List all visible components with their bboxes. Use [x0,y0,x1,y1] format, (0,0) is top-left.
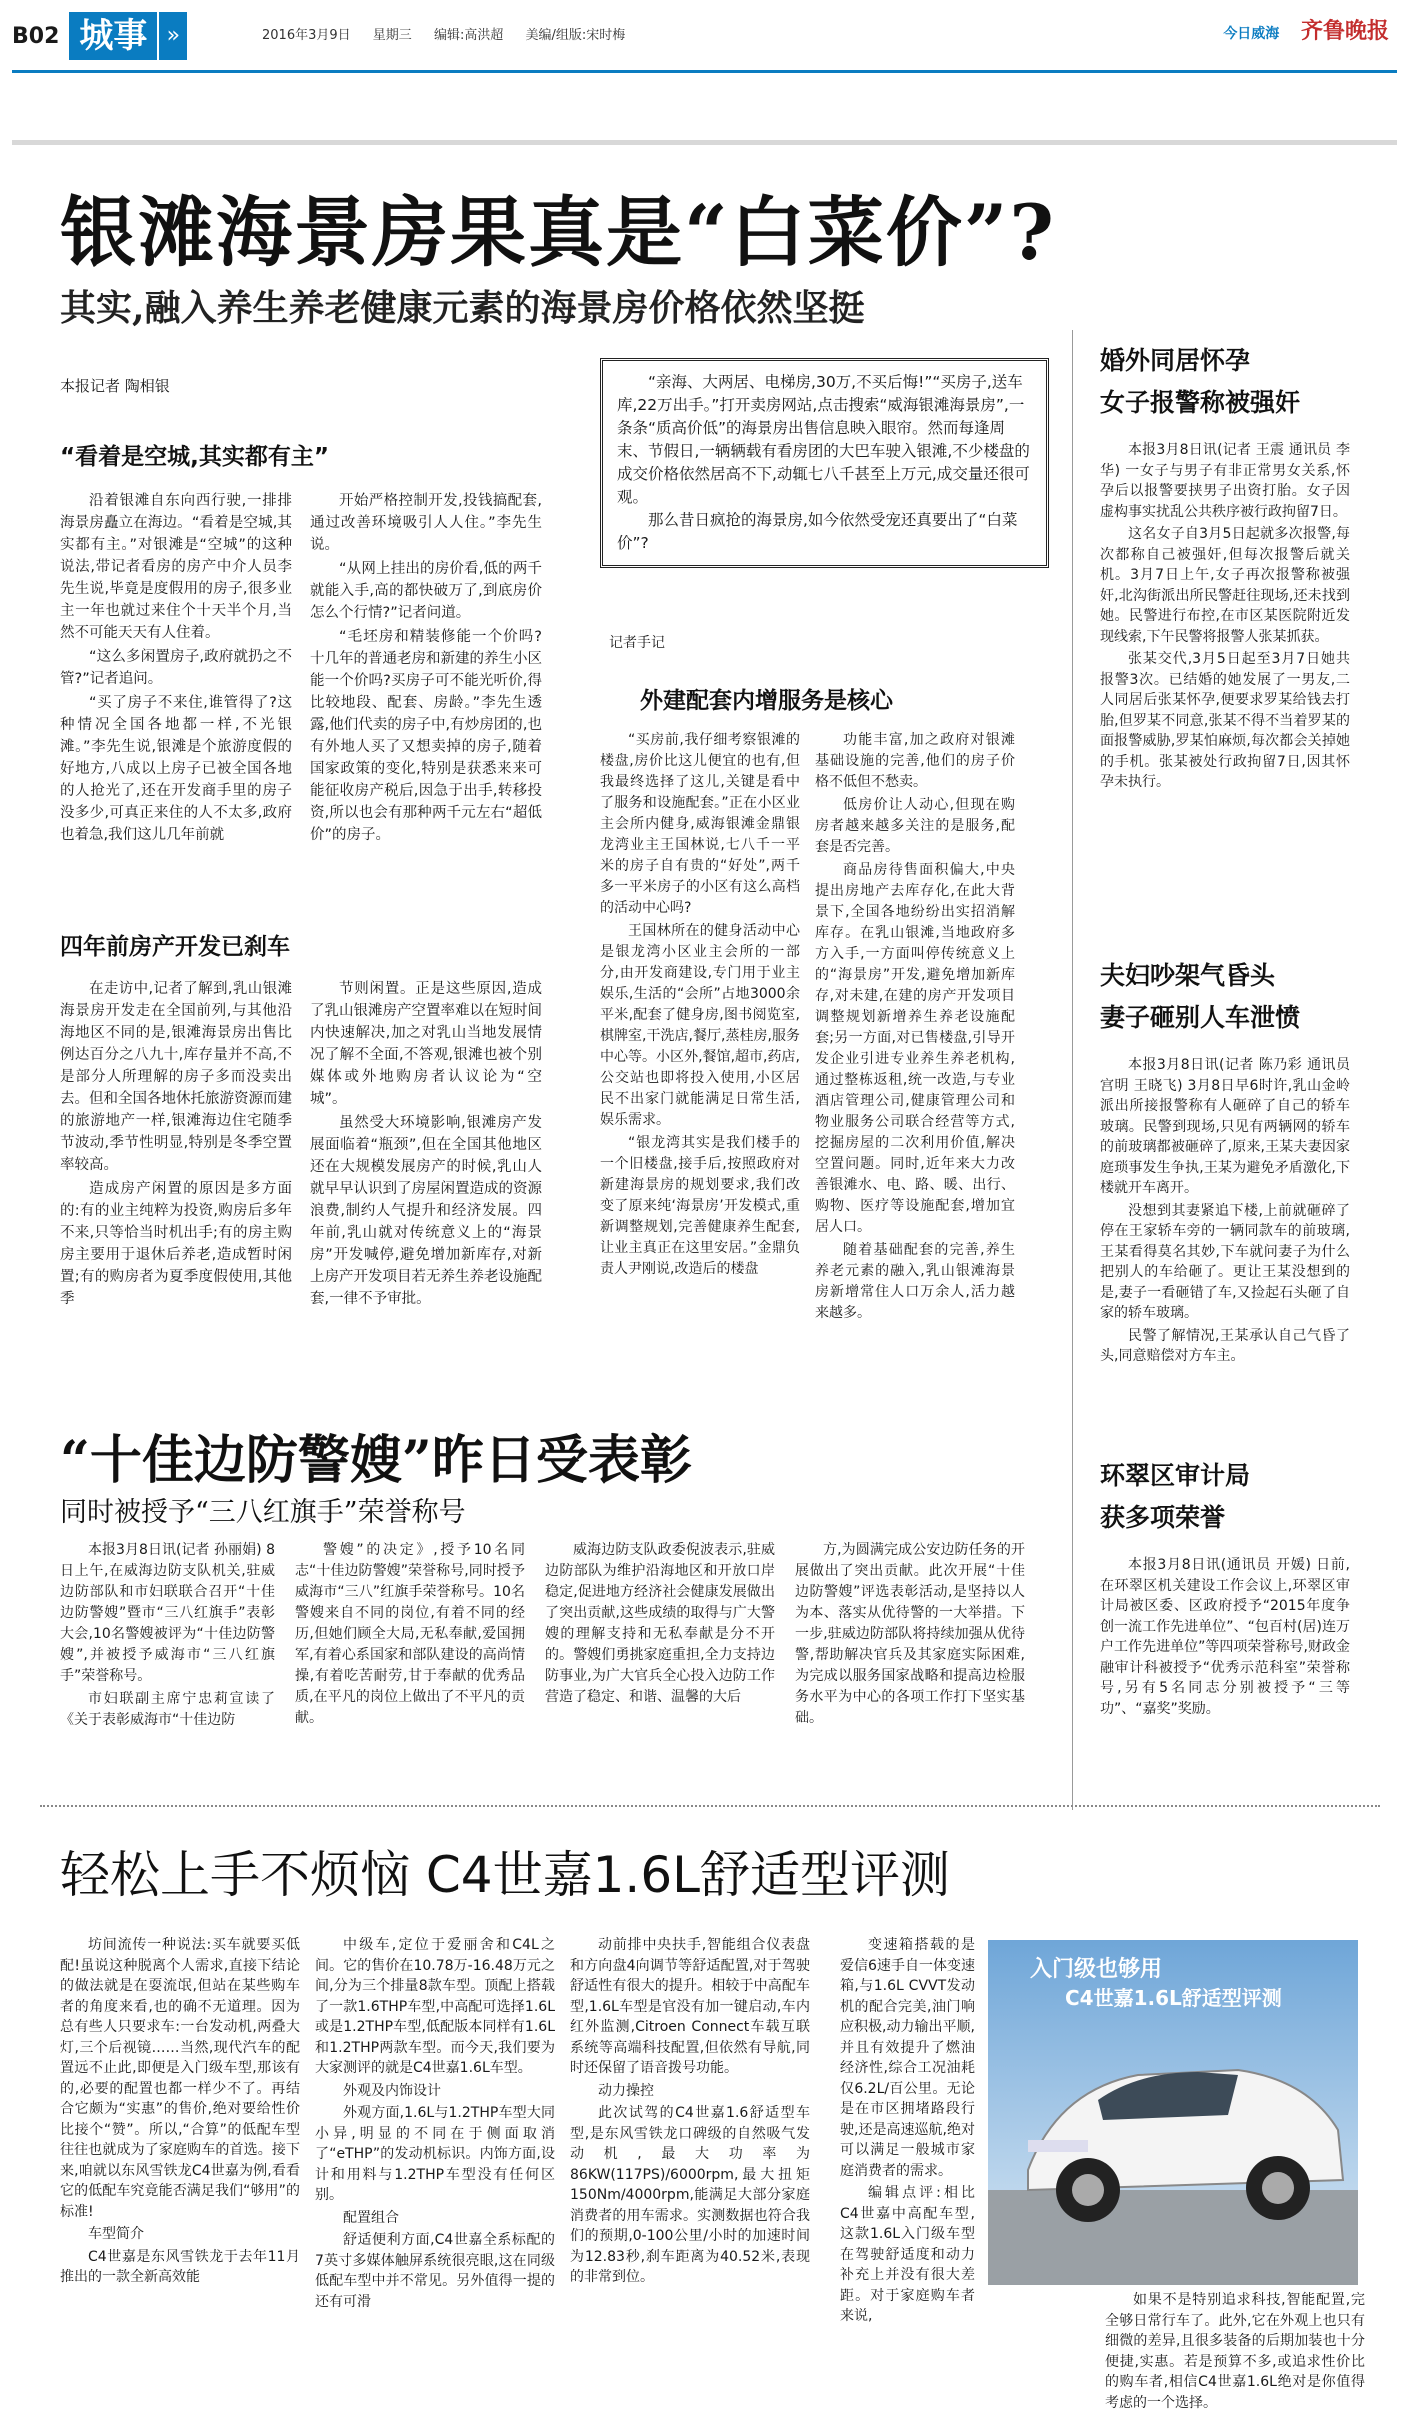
editor-credit: 编辑:高洪超 [433,28,504,43]
paragraph: 这名女子自3月5日起就多次报警,每次都称自己被强奸,但每次报警后就关机。3月7日上午,女子再次报警称被强奸,北沟街派出所民警赶往现场,还未找到她。民警进行布控,在市区某医院附近发现线索,下午民警将报警人张某抓获。 [1100,526,1350,645]
paragraph: 本报3月8日讯(记者 陈乃彩 通讯员 宫明 王晓飞) 3月8日早6时许,乳山金岭派出所接报警称有人砸碎了自己的轿车玻璃。民警到现场,只见有两辆网的轿车的前玻璃都被砸碎了,原来,王某夫妻因家庭琐事发生争执,王某为避免矛盾激化,下楼就开车离开。 [1100,1057,1350,1196]
column-name: 今日威海 [1223,26,1280,42]
story2-subheadline: 同时被授予“三八红旗手”荣誉称号 [60,1497,466,1528]
story2-headline: “十佳边防警嫂”昨日受表彰 [60,1430,692,1491]
lead-column [60,490,292,848]
paragraph: 中级车,定位于爱丽舍和C4L之间。它的售价在10.78万-16.48万元之间,分为三个排量8款车型。顶配上搭载了一款1.6THP车型,中高配可选择1.6L或是1.2THP车型,低配版本同样有1.6L和1.2THP两款车型。而今天,我们要为大家测评的就是C4世嘉1.6L车型。 [315,1937,555,2076]
paragraph: 张某交代,3月5日起至3月7日她共报警3次。已结婚的她发展了一男友,二人同居后张某怀孕,便要求罗某给钱去打胎,但罗某不同意,张某不得不当着罗某的面报警威胁,罗某怕麻烦,每次都会关掉她的手机。张某被处行政拘留7日,因其怀孕未执行。 [1100,651,1350,790]
headline-line: 获多项荣誉 [1100,1503,1226,1532]
lead-section-head: “看着是空城,其实都有主” [60,444,329,470]
lead-section-head: 外建配套内增服务是核心 [640,688,893,714]
sidebar-headline [1100,955,1300,1039]
masthead-rule [12,70,1397,73]
paragraph: 在走访中,记者了解到,乳山银滩海景房开发走在全国前列,与其他沿海地区不同的是,银滩海景房出售比例达百分之八九十,库存量并不高,不是部分人所理解的房子多而没卖出去。但和全国各地休托旅游资源而建的旅游地产一样,银滩海边住宅随季节波动,季节性明显,特别是冬季空置率较高。 [60,981,292,1173]
story3-headline: 轻松上手不烦恼 C4世嘉1.6L舒适型评测 [60,1846,950,1904]
lead-headline: 银滩海景房果真是“白菜价”? [60,188,1056,277]
headline-line: 妻子砸别人车泄愤 [1100,1003,1301,1032]
lead-byline: 本报记者 陶相银 [60,377,170,395]
top-divider [12,140,1397,145]
paragraph: “买了房子不来住,谁管得了?这种情况全国各地都一样,不光银滩。”李先生说,银滩是个旅游度假的好地方,八成以上房子已被全国各地的人抢光了,还在开发商手里的房子没多少,可真正来住的人不太多,政府也着急,我们这儿几年前就 [60,695,292,843]
paragraph: 功能丰富,加之政府对银滩基础设施的完善,他们的房子价格不低但不愁卖。 [815,732,1015,790]
story2-column [795,1540,1025,1731]
double-chevron-right-icon: » [157,12,187,60]
subheading: 动力操控 [598,2082,654,2099]
paragraph: C4世嘉是东风雪铁龙于去年11月推出的一款全新高效能 [60,2248,300,2285]
lead-column [815,730,1015,1326]
masthead [12,8,187,64]
story3-column [1105,2290,1365,2415]
lead-subheadline: 其实,融入养生养老健康元素的海景房价格依然坚挺 [60,287,865,329]
lead-section-head: 四年前房产开发已刹车 [60,934,290,960]
paragraph: 方,为圆满完成公安边防任务的开展做出了突出贡献。此次开展“十佳边防警嫂”评选表彰活动,是坚持以人为本、落实从优待警的一大举措。下一步,驻威边防部队将持续加强从优待警,帮助解决官兵及其家庭实际困难,为完成以服务国家战略和提高边检服务水平为中心的各项工作打下坚实基础。 [795,1542,1025,1726]
sidebar-article [1100,1055,1350,1369]
paragraph: 如果不是特别追求科技,智能配置,完全够日常行车了。此外,它在外观上也只有细微的差异,且很多装备的后期加装也十分便捷,实惠。若是预算不多,或追求性价比的购车者,相信C4世嘉1.6L绝对是你值得考虑的一个选择。 [1105,2292,1365,2411]
headline-line: 夫妇吵架气昏头 [1100,961,1276,990]
paragraph: 威海边防支队政委倪波表示,驻威边防部队为维护沿海地区和开放口岸稳定,促进地方经济社会健康发展做出了突出贡献,这些成绩的取得与广大警嫂的理解支持和无私奉献是分不开的。警嫂们勇挑家庭重担,全力支持边防事业,为广大官兵全心投入边防工作营造了稳定、和谐、温馨的大后 [545,1542,775,1705]
paragraph: 没想到其妻紧追下楼,上前就砸碎了停在王家轿车旁的一辆同款车的前玻璃,王某看得莫名其妙,下车就问妻子为什么把别人的车给砸了。更让王某没想到的是,妻子一看砸错了车,又捡起石头砸了自家的轿车玻璃。 [1100,1202,1350,1321]
page-number: B02 [12,23,60,49]
subheading: 外观及内饰设计 [343,2082,441,2099]
story3-column [840,1935,975,2329]
lead-column [310,490,542,848]
paragraph: 开始严格控制开发,投钱搞配套,通过改善环境吸引人人住。”李先生说。 [310,493,542,553]
photo-caption: C4世嘉1.6L舒适型评测 [1065,1986,1282,2010]
story2-column [545,1540,775,1710]
sidebar-divider [1072,330,1073,1810]
sidebar-headline [1100,340,1300,424]
story2-column [60,1540,275,1733]
sidebar-article [1100,1555,1350,1721]
subheading: 配置组合 [343,2209,399,2226]
brand [1223,14,1389,45]
paragraph: 动前排中央扶手,智能组合仪表盘和方向盘4向调节等舒适配置,对于驾驶舒适性有很大的提升。相较于中高配车型,1.6L车型是官没有加一键启动,车内红外监测,Citroen Connect车载互联系统等高端科技配置,但依然有导航,同时还保留了语音拨号功能。 [570,1937,810,2076]
issue-date: 2016年3月9日 [262,28,351,43]
paragraph: 低房价让人动心,但现在购房者越来越多关注的是服务,配套是否完善。 [815,797,1015,855]
photo-caption: 入门级也够用 [1030,1957,1163,1982]
issue-weekday: 星期三 [372,28,412,43]
paragraph: 本报3月8日讯(记者 王震 通讯员 李华) 一女子与男子有非正常男女关系,怀孕后以报警要挟男子出资打胎。女子因虚构事实扰乱公共秩序被行政拘留7日。 [1100,442,1350,520]
lead-column [310,978,542,1312]
section-tag: 城事 [69,12,157,60]
paragraph: 王国林所在的健身活动中心是银龙湾小区业主会所的一部分,由开发商建设,专门用于业主娱乐,生活的“会所”占地3000余平米,配套了健身房,图书阅览室,棋牌室,干洗店,餐厅,蒸桂房,服务中心等。小区外,餐馆,超市,药店,公交站也即将投入使用,小区居民不出家门就能满足日常生活,娱乐需求。 [600,923,800,1128]
paragraph: 变速箱搭载的是爱信6速手自一体变速箱,与1.6L CVVT发动机的配合完美,油门响应积极,动力输出平顺,并且有效提升了燃油经济性,综合工况油耗仅6.2L/百公里。无论是在市区拥堵路段行驶,还是高速巡航,绝对可以满足一般城市家庭消费者的需求。 [840,1937,975,2179]
story3-column [315,1935,555,2314]
paragraph: “买房前,我仔细考察银滩的楼盘,房价比这儿便宜的也有,但我最终选择了这儿,关键是看中了服务和设施配套。”正在小区业主会所内健身,威海银滩金鼎银龙湾业主王国林说,七八千一平米的房子自有贵的“好处”,两千多一平米房子的小区有这么高档的活动中心吗? [600,732,800,916]
paragraph: “毛坯房和精装修能一个价吗?十几年的普通老房和新建的养生小区能一个价吗?买房子可不能光听价,得比较地段、配套、房龄。”李先生透露,他们代卖的房子中,有炒房团的,也有外地人买了又想卖掉的房子,随着国家政策的变化,特别是获悉来来可能征收房产税后,因急于出手,转移投资,所以也会有那种两千元左右“超低价”的房子。 [310,629,542,843]
story2-column [295,1540,525,1731]
story-divider [40,1805,1380,1807]
paragraph: 商品房待售面积偏大,中央提出房地产去库存化,在此大背景下,全国各地纷纷出实招消解库存。在乳山银滩,当地政府多方入手,一方面叫停传统意义上的“海景房”开发,避免增加新库存,对未建,在建的房产开发项目调整规划新增养生养老设施配套;另一方面,对已售楼盘,引导开发企业引进专业养生养老机构,通过整栋返租,统一改造,与专业酒店管理公司,健康管理公司和物业服务公司联合经营等方式,挖掘房屋的二次利用价值,解决空置问题。同时,近年来大力改善银滩水、电、路、暖、出行、购物、医疗等设施配套,增加宜居人口。 [815,862,1015,1235]
issue-meta [262,24,643,43]
paragraph: 民警了解情况,王某承认自己气昏了头,同意赔偿对方车主。 [1100,1327,1350,1364]
quote-paragraph: “亲海、大两居、电梯房,30万,不买后悔!”“买房子,送车库,22万出手。”打开卖房网站,点击搜索“威海银滩海景房”,一条条“质高价低”的海景房出售信息映入眼帘。然而每逢周末、节假日,一辆辆载有看房团的大巴车驶入银滩,不少楼盘的成交价格依然居高不下,动辄七八千甚至上万元,成交量还很可观。 [617,373,1030,506]
quote-paragraph: 那么昔日疯抢的海景房,如今依然受宠还真要出了“白菜价”? [617,511,1018,552]
paragraph: 本报3月8日讯(记者 孙丽娟) 8日上午,在威海边防支队机关,驻威边防部队和市妇联联合召开“十佳边防警嫂”暨市“三八红旗手”表彰大会,10名警嫂被评为“十佳边防警嫂”,并被授予威海市“三八红旗手”荣誉称号。 [60,1542,275,1684]
story3-column [60,1935,300,2290]
sidebar-headline [1100,1455,1250,1539]
paragraph: 舒适便利方面,C4世嘉全系标配的7英寸多媒体触屏系统很亮眼,这在同级低配车型中并不常见。另外值得一提的还有可滑 [315,2232,555,2310]
paragraph: 外观方面,1.6L与1.2THP车型大同小异,明显的不同在于侧面取消了“eTHP”的发动机标识。内饰方面,设计和用料与1.2THP车型没有任何区别。 [315,2105,555,2203]
headline-line: 环翠区审计局 [1100,1461,1251,1490]
paragraph: 沿着银滩自东向西行驶,一排排海景房矗立在海边。“看着是空城,其实都有主。”对银滩是“空城”的这种说法,带记者看房的房产中介人员李先生说,毕竟是度假用的房子,很多业主一年也就过来住个十天半个月,当然不可能天天有人住着。 [60,493,292,641]
paragraph: “这么多闲置房子,政府就扔之不管?”记者追问。 [60,649,292,687]
paragraph: 警嫂”的决定》,授予10名同志“十佳边防警嫂”荣誉称号,同时授予威海市“三八”红旗手荣誉称号。10名警嫂来自不同的岗位,有着不同的经历,但她们顾全大局,无私奉献,爱国拥军,有着心系国家和部队建设的高尚情操,有着吃苦耐劳,甘于奉献的优秀品质,在平凡的岗位上做出了不平凡的贡献。 [295,1542,525,1726]
paragraph: 本报3月8日讯(通讯员 开媛) 日前,在环翠区机关建设工作会议上,环翠区审计局被区委、区政府授予“2015年度争创一流工作先进单位”、“包百村(居)连万户工作先进单位”等四项荣誉称号,财政金融审计科被授予“优秀示范科室”荣誉称号,另有5名同志分别被授予“三等功”、“嘉奖”奖励。 [1100,1557,1350,1717]
paper-logo: 齐鲁晚报 [1300,19,1389,44]
paragraph: “从网上挂出的房价看,低的两千就能入手,高的都快破万了,到底房价怎么个行情?”记者问道。 [310,561,542,621]
lead-column [600,730,800,1282]
paragraph: 随着基础配套的完善,养生养老元素的融入,乳山银滩海景房新增常住人口万余人,活力越来越多。 [815,1242,1015,1321]
paragraph: 此次试驾的C4世嘉1.6舒适型车型,是东风雪铁龙口碑级的自然吸气发动机,最大功率为86KW(117PS)/6000rpm,最大扭矩150Nm/4000rpm,能满足大部分家庭消费者的用车需求。实测数据也符合我们的预期,0-100公里/小时的加速时间为12.83秒,刹车距离为40.52米,表现的非常到位。 [570,2105,810,2285]
story3-column [570,1935,810,2290]
lead-column [60,978,292,1312]
design-credit: 美编/组版:宋时梅 [525,28,626,43]
reporter-note-tag: 记者手记 [609,635,665,651]
paragraph: 造成房产闲置的原因是多方面的:有的业主纯粹为投资,购房后多年不来,只等恰当时机出手;有的房主购房主要用于退休后养老,造成暂时闲置;有的购房者为夏季度假使用,其他季 [60,1181,292,1307]
paragraph: “银龙湾其实是我们楼手的一个旧楼盘,接手后,按照政府对新建海景房的规划要求,我们改变了原来纯‘海景房’开发模式,重新调整规划,完善健康养生配套,让业主真正在这里安居。”金鼎负责人尹刚说,改造后的楼盘 [600,1135,800,1277]
quote-box [600,358,1049,568]
paragraph: 编辑点评:相比C4世嘉中高配车型,这款1.6L入门级车型在驾驶舒适度和动力补充上并没有很大差距。对于家庭购车者来说, [840,2185,975,2324]
headline-line: 婚外同居怀孕 [1100,346,1251,375]
paragraph: 虽然受大环境影响,银滩房产发展面临着“瓶颈”,但在全国其他地区还在大规模发展房产的时候,乳山人就早早认识到了房屋闲置造成的资源浪费,制约人气提升和经济发展。四年前,乳山就对传统意义上的“海景房”开发喊停,避免增加新库存,对新上房产开发项目若无养生养老设施配套,一律不予审批。 [310,1115,542,1307]
sidebar-article [1100,440,1350,795]
headline-line: 女子报警称被强奸 [1100,388,1301,417]
paragraph: 节则闲置。正是这些原因,造成了乳山银滩房产空置率难以在短时间内快速解决,加之对乳山当地发展情况了解不全面,不答观,银滩也被个别媒体或外地购房者认议论为“空城”。 [310,981,542,1107]
paragraph: 坊间流传一种说法:买车就要买低配!虽说这种脱离个人需求,直接下结论的做法就是在耍流氓,但站在某些购车者的角度来看,也的确不无道理。因为总有些人只要求车:一台发动机,两叠大灯,三个后视镜……当然,现代汽车的配置远不止此,即便是入门级车型,那该有的,必要的配置也都一样少不了。再结合它颇为“实惠”的售价,绝对要给性价比接个“赞”。所以,“合算”的低配车型往往也就成为了家庭购车的首选。接下来,咱就以东风雪铁龙C4世嘉为例,看看它的低配车究竟能否满足我们“够用”的标准! [60,1937,300,2220]
paragraph: 市妇联副主席宁忠莉宣读了《关于表彰威海市“十佳边防 [60,1691,275,1728]
subheading: 车型简介 [88,2226,144,2242]
